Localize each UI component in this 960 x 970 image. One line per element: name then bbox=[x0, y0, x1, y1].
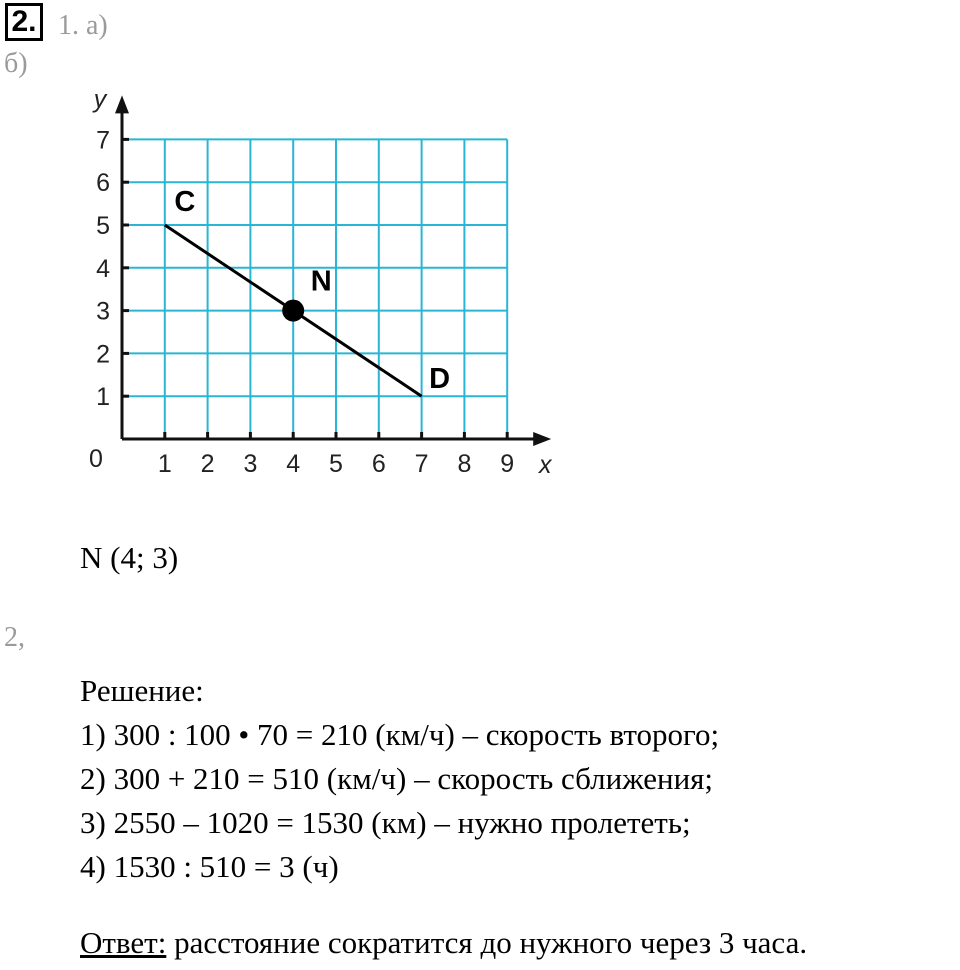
y-tick-label-1: 1 bbox=[96, 383, 110, 412]
x-tick-label-2: 2 bbox=[200, 450, 215, 478]
final-answer bbox=[80, 925, 807, 961]
solution-title: Решение: bbox=[80, 673, 204, 708]
answer-label: Ответ: bbox=[80, 925, 167, 960]
x-axis-name: x bbox=[538, 451, 552, 479]
solution-step-4: 4) 1530 : 510 = 3 (ч) bbox=[80, 849, 339, 884]
x-tick-label-9: 9 bbox=[500, 450, 515, 478]
y-tick-label-4: 4 bbox=[96, 254, 110, 283]
point-n-coordinates: N (4; 3) bbox=[80, 540, 179, 575]
y-axis-arrow-icon bbox=[115, 95, 129, 113]
answer-text: расстояние сократится до нужного через 3 часа. bbox=[166, 925, 808, 960]
x-tick-label-3: 3 bbox=[243, 450, 258, 478]
task-number-box: 2. bbox=[5, 3, 43, 41]
y-tick-label-6: 6 bbox=[96, 169, 110, 198]
x-tick-label-4: 4 bbox=[286, 450, 301, 478]
point-label-c: C bbox=[174, 186, 196, 218]
part-1a-label: 1. а) bbox=[58, 10, 108, 41]
y-tick-label-7: 7 bbox=[96, 126, 110, 155]
x-axis-arrow-icon bbox=[533, 432, 551, 446]
point-label-n: N bbox=[310, 265, 332, 298]
point-n-marker bbox=[282, 300, 304, 322]
x-tick-label-5: 5 bbox=[329, 450, 343, 478]
y-tick-label-5: 5 bbox=[96, 212, 110, 240]
x-tick-label-6: 6 bbox=[371, 450, 386, 478]
coordinate-graph bbox=[70, 85, 560, 495]
part-2-label: 2, bbox=[4, 622, 25, 653]
solution-step-1: 1) 300 : 100 • 70 = 210 (км/ч) – скорость второго; bbox=[80, 717, 720, 752]
part-1b-label: б) bbox=[4, 48, 28, 79]
axes-layer bbox=[115, 95, 551, 446]
y-tick-label-2: 2 bbox=[96, 340, 110, 369]
y-tick-label-3: 3 bbox=[96, 297, 110, 326]
point-label-d: D bbox=[429, 363, 451, 396]
solution-step-3: 3) 2550 – 1020 = 1530 (км) – нужно пролететь; bbox=[80, 805, 691, 840]
x-tick-label-7: 7 bbox=[414, 450, 429, 478]
origin-label: 0 bbox=[89, 445, 103, 473]
x-tick-label-8: 8 bbox=[457, 450, 472, 478]
x-tick-label-1: 1 bbox=[157, 450, 172, 478]
y-axis-name: y bbox=[93, 85, 107, 114]
solution-step-2: 2) 300 + 210 = 510 (км/ч) – скорость сближения; bbox=[80, 761, 714, 796]
